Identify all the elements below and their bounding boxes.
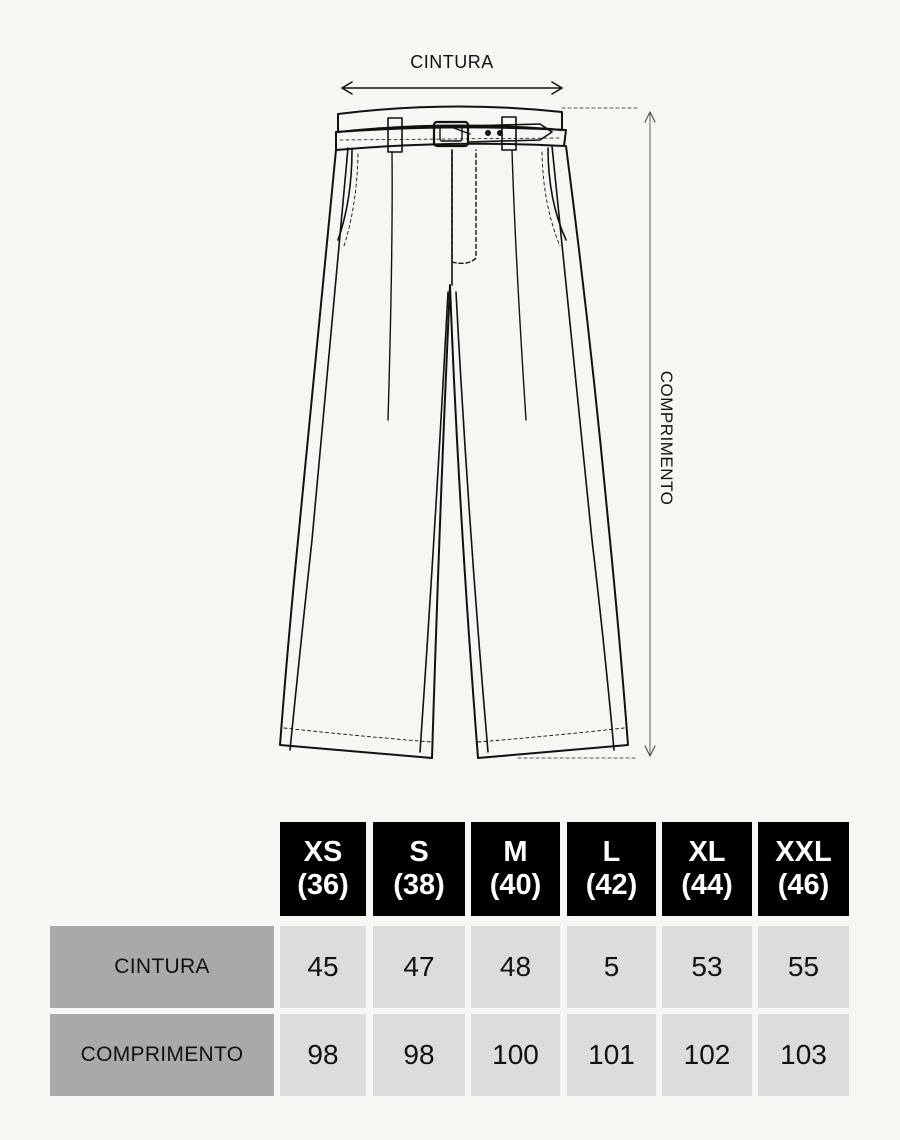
length-label: COMPRIMENTO <box>657 370 676 506</box>
size-name: M <box>503 835 528 868</box>
waistband <box>336 106 566 152</box>
value-cell: 102 <box>662 1014 752 1096</box>
row-label-comprimento: COMPRIMENTO <box>50 1014 274 1096</box>
size-number: (36) <box>297 869 349 901</box>
waist-label: CINTURA <box>410 52 494 72</box>
size-header-m <box>471 822 560 916</box>
value-cell: 48 <box>471 926 560 1008</box>
value-cell: 101 <box>567 1014 656 1096</box>
size-number: (46) <box>777 869 830 901</box>
size-name: XS <box>303 835 343 868</box>
size-name: XXL <box>775 835 832 868</box>
value-cell: 47 <box>373 926 465 1008</box>
size-chart-table <box>0 822 900 1102</box>
value-cell: 45 <box>280 926 366 1008</box>
size-name: S <box>409 835 429 868</box>
length-arrow <box>518 108 655 758</box>
size-number: (40) <box>489 869 542 901</box>
size-header-s <box>373 822 465 916</box>
size-number: (42) <box>585 869 638 901</box>
value-cell: 103 <box>758 1014 849 1096</box>
size-name: XL <box>688 835 726 868</box>
value-cell: 98 <box>373 1014 465 1096</box>
pants-outline <box>280 146 628 758</box>
value-cell: 5 <box>567 926 656 1008</box>
value-cell: 98 <box>280 1014 366 1096</box>
size-name: L <box>602 835 621 868</box>
size-number: (38) <box>393 869 445 901</box>
size-header-xl <box>662 822 752 916</box>
size-header-l <box>567 822 656 916</box>
size-number: (44) <box>681 869 733 901</box>
waist-arrow <box>342 82 562 94</box>
size-header-xs <box>280 822 366 916</box>
row-label-cintura: CINTURA <box>50 926 274 1008</box>
value-cell: 100 <box>471 1014 560 1096</box>
size-header-xxl <box>758 822 849 916</box>
value-cell: 55 <box>758 926 849 1008</box>
value-cell: 53 <box>662 926 752 1008</box>
